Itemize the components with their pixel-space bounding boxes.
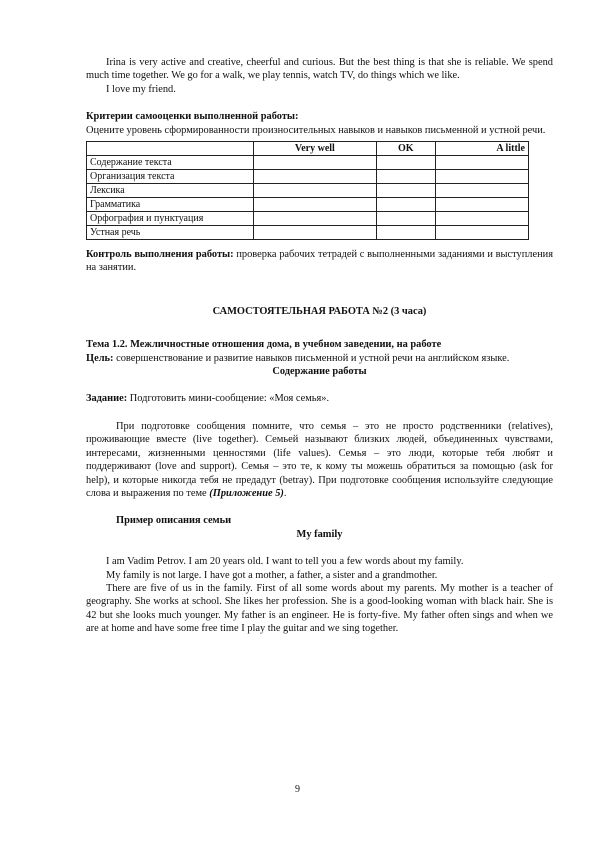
criteria-cell: [376, 198, 435, 212]
criteria-header-very-well: Very well: [254, 142, 377, 156]
criteria-cell: [376, 170, 435, 184]
criteria-row: [87, 226, 529, 240]
task-label: Задание:: [86, 393, 128, 405]
criteria-header-a-little: A little: [435, 142, 528, 156]
essay-paragraph: My family is not large. I have got a mother, a father, a sister and a grandmother.: [106, 569, 438, 581]
control-label: Контроль выполнения работы:: [86, 249, 234, 261]
criteria-table: [86, 141, 529, 240]
criteria-cell: [254, 198, 377, 212]
criteria-cell: [435, 156, 528, 170]
guidance-text: При подготовке сообщения помните, что семья – это не просто родственники (relatives), проживающие вместе (live together). Семьей называют близких людей, объединенных чувствами, интересами, жизненными ценностями (life values). Семья – это люди, которые тебя любят и поддерживают (love and support). Семья – это те, к кому ты можешь обратиться за помощью (ask for help), и которые никогда тебя не предадут (betray). При подготовке сообщения используйте следующие слова и выражения по теме: [86, 420, 553, 499]
criteria-cell: [435, 170, 528, 184]
criteria-row: [87, 184, 529, 198]
content-title: Содержание работы: [272, 366, 367, 378]
criteria-cell: [254, 212, 377, 226]
work-title: САМОСТОЯТЕЛЬНАЯ РАБОТА №2 (3 часа): [212, 305, 427, 317]
guidance-paragraph: [86, 420, 553, 500]
criteria-cell: [376, 156, 435, 170]
guidance-end: .: [283, 487, 287, 499]
example-heading: Пример описания семьи: [116, 515, 232, 527]
page-number: 9: [295, 784, 300, 795]
criteria-cell: [254, 226, 377, 240]
criteria-cell: [254, 184, 377, 198]
criteria-cell: [376, 184, 435, 198]
task-text: Подготовить мини-сообщение: «Моя семья».: [127, 393, 330, 405]
criteria-row: [87, 170, 529, 184]
criteria-row-label: Содержание текста: [87, 156, 254, 170]
criteria-row-label: Организация текста: [87, 170, 254, 184]
criteria-header-ok: OK: [376, 142, 435, 156]
essay-title: My family: [296, 528, 343, 540]
document-page: [86, 56, 553, 636]
criteria-row-label: Устная речь: [87, 226, 254, 240]
love-line: I love my friend.: [106, 83, 176, 95]
criteria-cell: [254, 170, 377, 184]
goal-label: Цель:: [86, 352, 114, 364]
criteria-row-label: Орфография и пунктуация: [87, 212, 254, 226]
criteria-cell: [435, 198, 528, 212]
control-text: проверка рабочих тетрадей с выполненными заданиями и выступления на занятии.: [86, 249, 553, 274]
goal-text: совершенствование и развитие навыков письменной и устной речи на английском языке.: [113, 352, 510, 364]
criteria-cell: [435, 184, 528, 198]
appendix-reference: (Приложение 5): [209, 487, 284, 499]
criteria-row: [87, 212, 529, 226]
criteria-cell: [376, 212, 435, 226]
criteria-cell: [254, 156, 377, 170]
criteria-instruction: Оцените уровень сформированности произносительных навыков и навыков письменной и устной речи.: [86, 124, 546, 136]
criteria-cell: [435, 212, 528, 226]
criteria-row-label: Лексика: [87, 184, 254, 198]
criteria-heading: Критерии самооценки выполненной работы:: [86, 111, 299, 123]
criteria-header-row: [87, 142, 529, 156]
criteria-cell: [435, 226, 528, 240]
criteria-row: [87, 198, 529, 212]
criteria-header-blank: [87, 142, 254, 156]
intro-paragraph: Irina is very active and creative, cheerful and curious. But the best thing is that she is reliable. We spend much time together. We go for a walk, we play tennis, watch TV, do things which we like.: [86, 57, 553, 82]
essay-paragraph: There are five of us in the family. First of all some words about my parents. My mother is a teacher of geography. She works at school. She likes her profession. She is a good-looking woman with black hair. She is 42 but she looks much younger. My father is an engineer. He is forty-five. My father often sings and when we are at home and have some free time I play the guitar and we sing together.: [86, 582, 553, 635]
topic-line: Тема 1.2. Межличностные отношения дома, в учебном заведении, на работе: [86, 339, 442, 351]
goal-paragraph: [86, 352, 553, 365]
criteria-row: [87, 156, 529, 170]
essay-paragraph: I am Vadim Petrov. I am 20 years old. I want to tell you a few words about my family.: [106, 556, 464, 568]
criteria-row-label: Грамматика: [87, 198, 254, 212]
task-paragraph: [86, 392, 553, 405]
control-paragraph: [86, 248, 553, 275]
criteria-cell: [376, 226, 435, 240]
